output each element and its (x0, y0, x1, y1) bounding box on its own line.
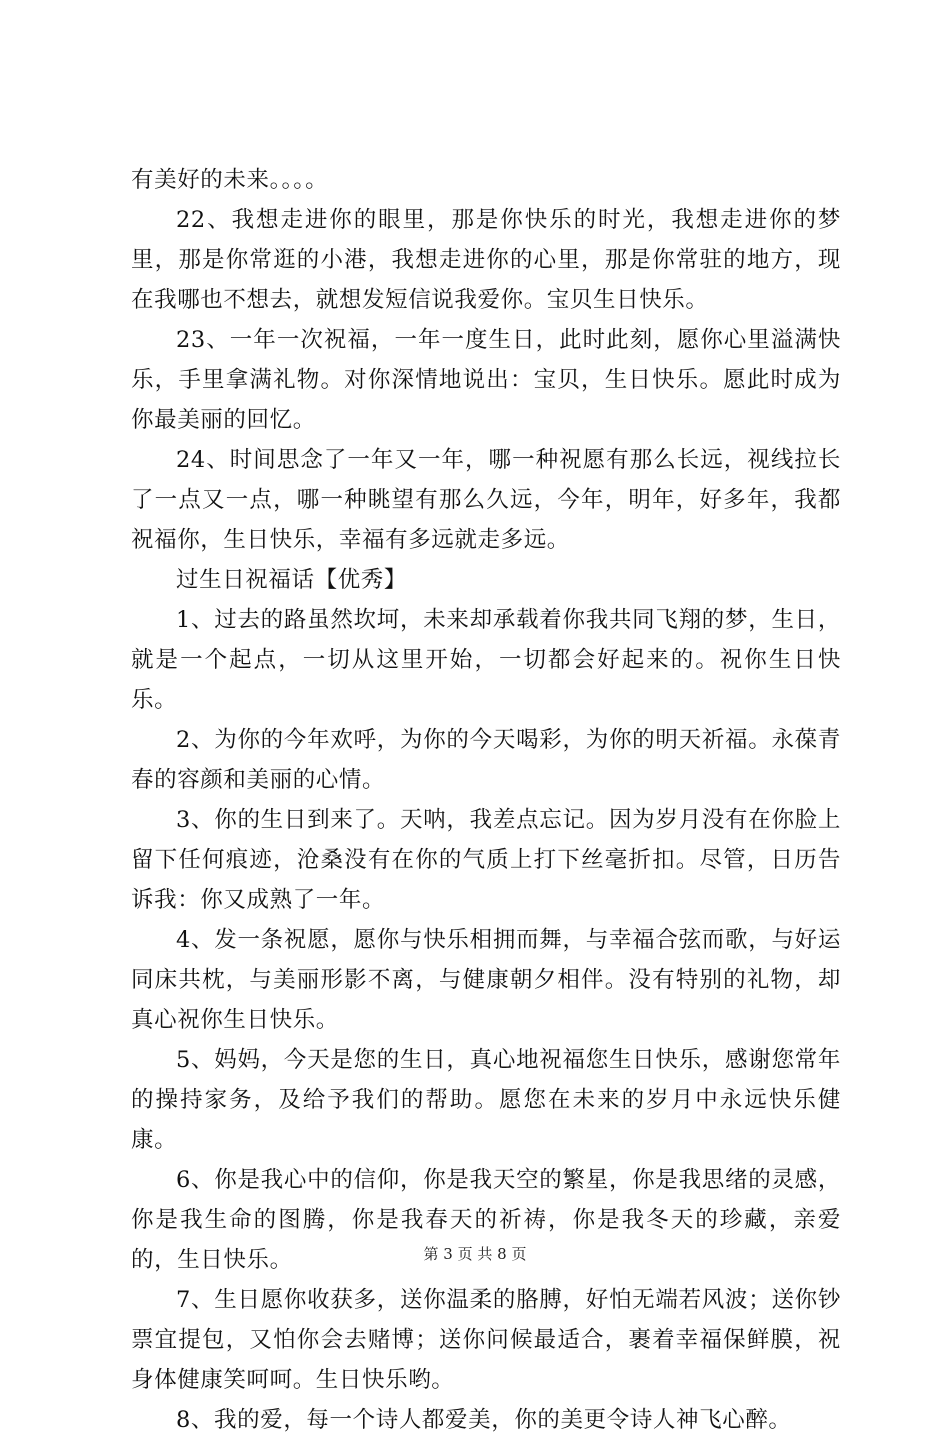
wish-paragraph-22: 22、我想走进你的眼里，那是你快乐的时光，我想走进你的梦里，那是你常逛的小港，我想走进你的心里，那是你常驻的地方，现在我哪也不想去，就想发短信说我爱你。宝贝生日快乐。 (131, 207, 841, 313)
wish-paragraph-23: 23、一年一次祝福，一年一度生日，此时此刻，愿你心里溢满快乐，手里拿满礼物。对你深情地说出：宝贝，生日快乐。愿此时成为你最美丽的回忆。 (131, 327, 841, 433)
wish-paragraph-1: 1、过去的路虽然坎坷，未来却承载着你我共同飞翔的梦，生日，就是一个起点，一切从这里开始，一切都会好起来的。祝你生日快乐。 (131, 607, 841, 713)
paragraph-continuation: 有美好的未来。。。。 (131, 167, 329, 193)
page-number-footer: 第 3 页 共 8 页 (423, 1245, 527, 1263)
wish-paragraph-4: 4、发一条祝愿，愿你与快乐相拥而舞，与幸福合弦而歌，与好运同床共枕，与美丽形影不离，与健康朝夕相伴。没有特别的礼物，却真心祝你生日快乐。 (131, 927, 841, 1033)
wish-paragraph-8: 8、我的爱，每一个诗人都爱美，你的美更令诗人神飞心醉。 (176, 1407, 792, 1433)
wish-paragraph-5: 5、妈妈，今天是您的生日，真心地祝福您生日快乐，感谢您常年的操持家务，及给予我们的帮助。愿您在未来的岁月中永远快乐健康。 (131, 1047, 841, 1153)
wish-paragraph-3: 3、你的生日到来了。天呐，我差点忘记。因为岁月没有在你脸上留下任何痕迹，沧桑没有在你的气质上打下丝毫折扣。尽管，日历告诉我：你又成熟了一年。 (131, 807, 841, 913)
section-heading: 过生日祝福话【优秀】 (176, 567, 408, 593)
wish-paragraph-6: 6、你是我心中的信仰，你是我天空的繁星，你是我思绪的灵感，你是我生命的图腾，你是我春天的祈祷，你是我冬天的珍藏，亲爱的，生日快乐。 (131, 1167, 841, 1273)
wish-paragraph-7: 7、生日愿你收获多，送你温柔的胳膊，好怕无端若风波；送你钞票宜提包，又怕你会去赌博；送你问候最适合，裹着幸福保鲜膜，祝身体健康笑呵呵。生日快乐哟。 (131, 1287, 841, 1393)
wish-paragraph-2: 2、为你的今年欢呼，为你的今天喝彩，为你的明天祈福。永葆青春的容颜和美丽的心情。 (131, 727, 841, 793)
wish-paragraph-24: 24、时间思念了一年又一年，哪一种祝愿有那么长远，视线拉长了一点又一点，哪一种眺望有那么久远，今年，明年，好多年，我都祝福你，生日快乐，幸福有多远就走多远。 (131, 447, 841, 553)
